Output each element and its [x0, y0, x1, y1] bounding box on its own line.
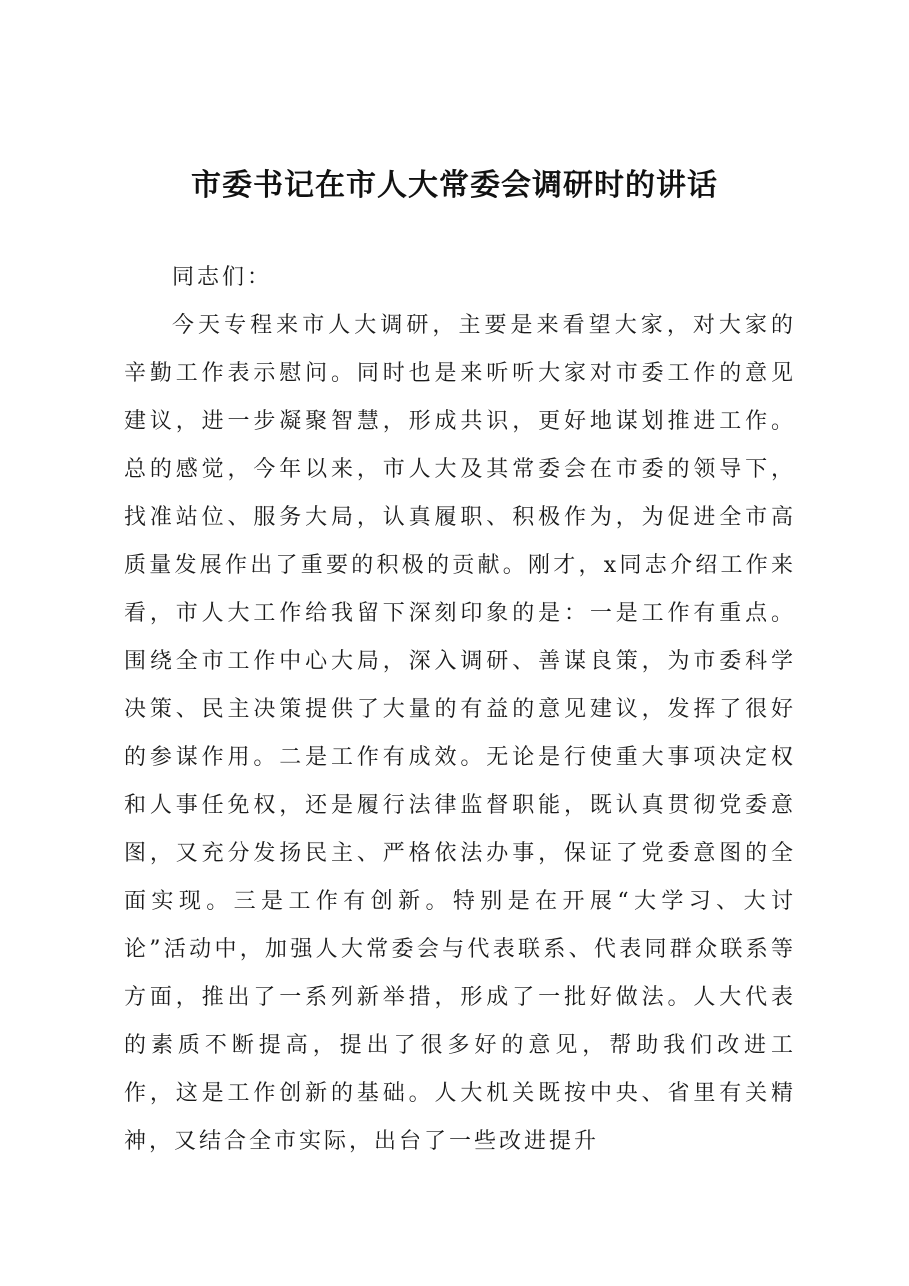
- paragraph: 今天专程来市人大调研，主要是来看望大家，对大家的辛勤工作表示慰问。同时也是来听听大家对市委工作的意见建议，进一步凝聚智慧，形成共识，更好地谋划推进工作。总的感觉，今年以来，市人大及其常委会在市委的领导下，找准站位、服务大局，认真履职、积极作为，为促进全市高质量发展作出了重要的积极的贡献。刚才，x同志介绍工作来看，市人大工作给我留下深刻印象的是：一是工作有重点。围绕全市工作中心大局，深入调研、善谋良策，为市委科学决策、民主决策提供了大量的有益的意见建议，发挥了很好的参谋作用。二是工作有成效。无论是行使重大事项决定权和人事任免权，还是履行法律监督职能，既认真贯彻党委意图，又充分发扬民主、严格依法办事，保证了党委意图的全面实现。三是工作有创新。特别是在开展“大学习、大讨论”活动中，加强人大常委会与代表联系、代表同群众联系等方面，推出了一系列新举措，形成了一批好做法。人大代表的素质不断提高，提出了很多好的意见，帮助我们改进工作，这是工作创新的基础。人大机关既按中央、省里有关精神，又结合全市实际，出台了一些改进提升: [124, 313, 796, 1154]
- document-title: 市委书记在市人大常委会调研时的讲话: [191, 168, 718, 203]
- salutation: 同志们：: [172, 265, 273, 290]
- document-body: [124, 254, 796, 1166]
